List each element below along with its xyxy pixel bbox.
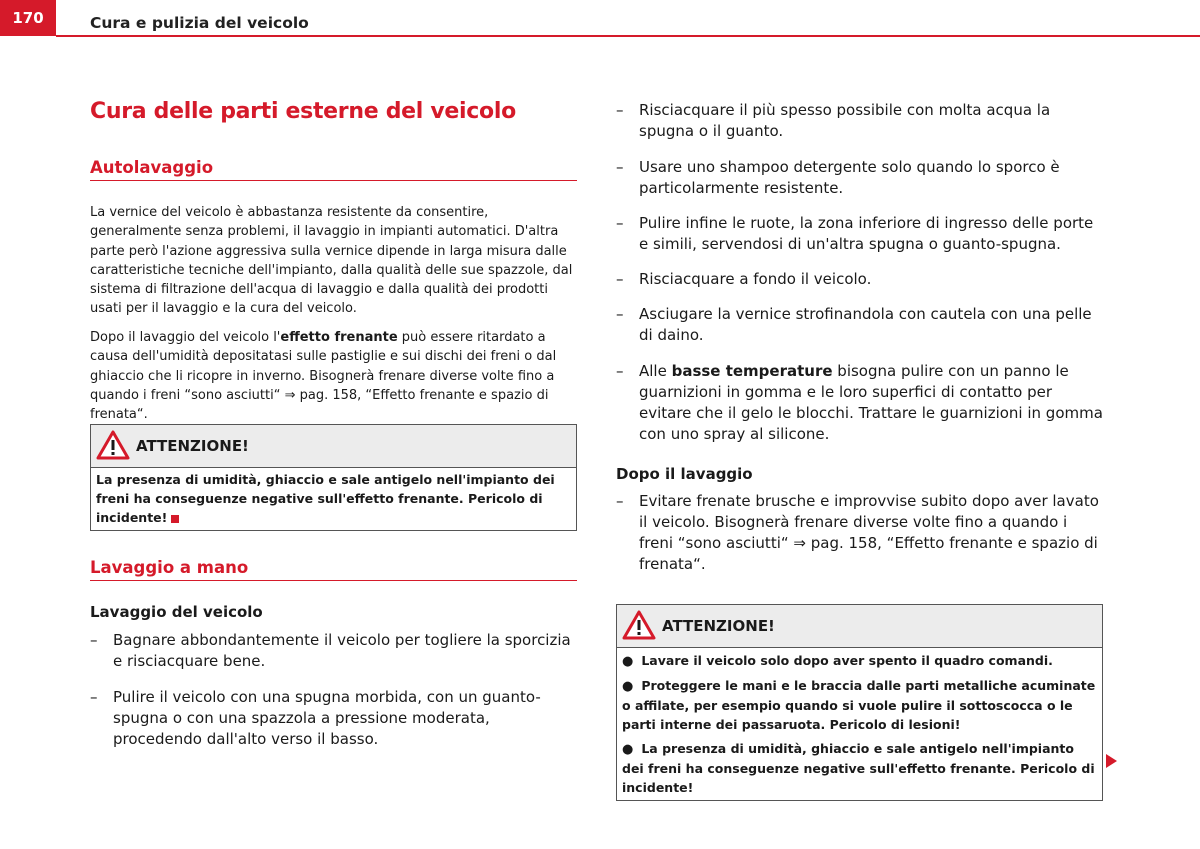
- warning-item: ● La presenza di umidità, ghiaccio e sale antigelo nell'impianto dei freni ha conseguenze negative sull'effetto frenante. Pericolo di incidente!: [622, 741, 1095, 795]
- paragraph-autolavaggio-1: La vernice del veicolo è abbastanza resistente da consentire, generalmente senza problemi, il lavaggio in impianti automatici. D'altra parte però l'azione aggressiva sulla vernice dipende in larga misura dalle caratteristiche tecniche dell'impianto, dalla qualità delle sue spazzole, dal sistema di filtrazione dell'acqua di lavaggio e dalla qualità dei prodotti usati per il lavaggio e la cura del veicolo.: [90, 205, 573, 317]
- bullet-dot-icon: ●: [622, 742, 634, 757]
- warning-title: ATTENZIONE!: [136, 437, 249, 455]
- next-page-arrow-icon[interactable]: [1106, 754, 1117, 768]
- bold-effetto-frenante: effetto frenante: [280, 330, 398, 345]
- list-item: – Risciacquare il più spesso possibile con molta acqua la spugna o il guanto.: [616, 101, 1051, 140]
- list-item: – Risciacquare a fondo il veicolo.: [616, 270, 872, 288]
- warning-title: ATTENZIONE!: [662, 617, 775, 635]
- warning-box-autolavaggio: [90, 424, 577, 531]
- warning-body: [617, 648, 1102, 800]
- paragraph-autolavaggio-2: Dopo il lavaggio del veicolo l'effetto frenante può essere ritardato a causa dell'umidità depositatasi sulle pastiglie e sui dischi dei freni o dal ghiaccio che li ricopre in inverno. Bisognerà frenare diverse volte fino a quando i freni “sono asciutti“ ⇒ pag. 158, “Effetto frenante e spazio di frenata“.: [90, 330, 557, 423]
- list-item: – Usare uno shampoo detergente solo quando lo sporco è particolarmente resistente.: [616, 158, 1060, 197]
- warning-box-lavaggio: [616, 604, 1103, 801]
- heading-lavaggio-a-mano: Lavaggio a mano: [90, 558, 577, 581]
- warning-item: ● Proteggere le mani e le braccia dalle parti metalliche acuminate o affilate, per esempio quando si vuole pulire il sottoscocca o le parti interne dei passaruota. Pericolo di lesioni!: [622, 678, 1096, 732]
- warning-body: La presenza di umidità, ghiaccio e sale antigelo nell'impianto dei freni ha conseguenze negative sull'effetto frenante. Pericolo di incidente!: [96, 472, 555, 525]
- bullet-dot-icon: ●: [622, 679, 634, 694]
- warning-triangle-icon: [96, 430, 130, 460]
- page-title: Cura delle parti esterne del veicolo: [90, 99, 516, 124]
- list-item: – Alle basse temperature bisogna pulire con un panno le guarnizioni in gomma e le loro superfici di contatto per evitare che il gelo le blocchi. Trattare le guarnizioni in gomma con uno spray al silicone.: [616, 362, 1103, 443]
- end-of-section-square-icon: [171, 515, 179, 523]
- bold-basse-temperature: basse temperature: [671, 362, 833, 380]
- list-item: – Evitare frenate brusche e improvvise subito dopo aver lavato il veicolo. Bisognerà frenare diverse volte fino a quando i freni “sono asciutti“ ⇒ pag. 158, “Effetto frenante e spazio di frenata“.: [616, 492, 1099, 573]
- page-number: 170: [0, 0, 56, 36]
- subheading-lavaggio-del-veicolo: Lavaggio del veicolo: [90, 603, 263, 621]
- warning-header: [91, 425, 576, 468]
- warning-header: [617, 605, 1102, 648]
- heading-autolavaggio: Autolavaggio: [90, 158, 577, 181]
- subheading-dopo-il-lavaggio: Dopo il lavaggio: [616, 465, 753, 483]
- header-rule: [56, 35, 1200, 37]
- list-item: – Bagnare abbondantemente il veicolo per togliere la sporcizia e risciacquare bene.: [90, 631, 571, 670]
- section-title: Cura e pulizia del veicolo: [90, 14, 309, 32]
- warning-triangle-icon: [622, 610, 656, 640]
- list-item: – Pulire infine le ruote, la zona inferiore di ingresso delle porte e simili, servendosi di un'altra spugna o guanto-spugna.: [616, 214, 1094, 253]
- list-item: – Pulire il veicolo con una spugna morbida, con un guanto-spugna o con una spazzola a pressione moderata, procedendo dall'alto verso il basso.: [90, 688, 541, 748]
- list-item: – Asciugare la vernice strofinandola con cautela con una pelle di daino.: [616, 305, 1092, 344]
- warning-item: ● Lavare il veicolo solo dopo aver spento il quadro comandi.: [622, 653, 1053, 669]
- bullet-dot-icon: ●: [622, 654, 634, 669]
